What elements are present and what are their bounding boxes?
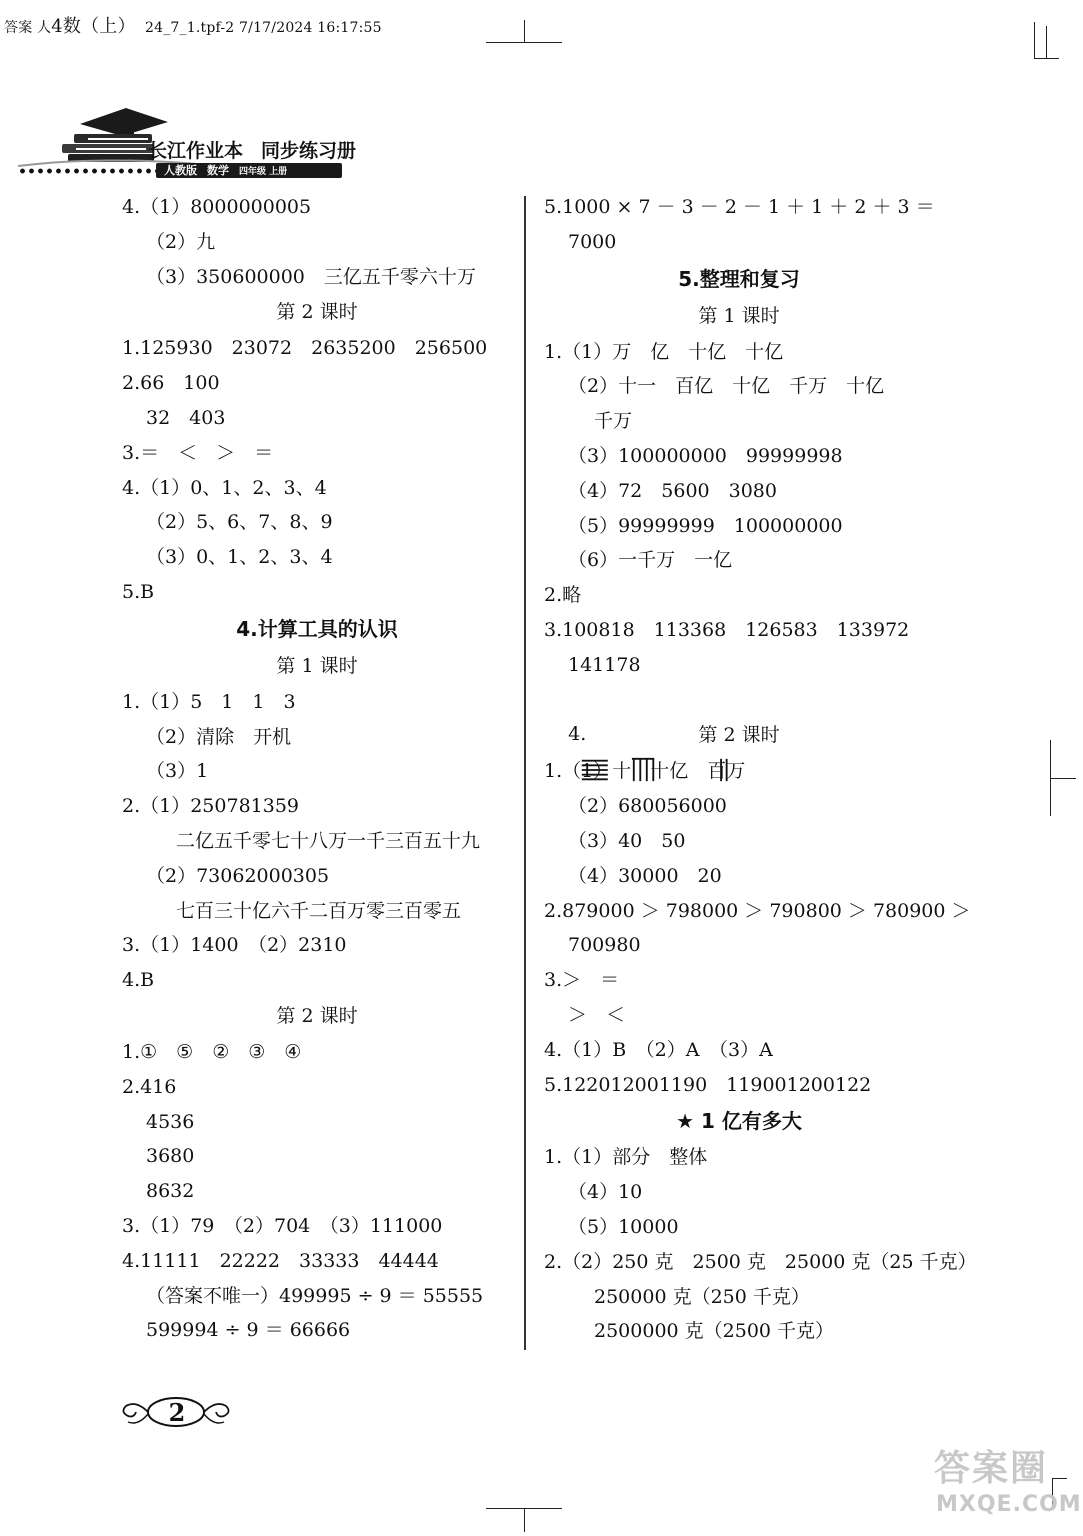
file-info-big: 4数（上） [51,16,136,37]
answer-line: 3.（1）1400 （2）2310 [122,934,347,957]
lesson-heading: 第 2 课时 [698,724,780,747]
series-title [148,136,356,163]
dotted-rule [18,166,158,176]
edition-grade: 四年级 上册 [239,167,288,177]
answer-line: 4.11111 22222 33333 44444 [122,1249,439,1272]
answer-line: 3.100818 113368 126583 133972 [544,618,910,641]
answer-line: （2）清除 开机 [146,725,292,748]
answer-line: 4.（1）0、1、2、3、4 [122,476,327,499]
answer-line: 1.125930 23072 2635200 256500 [122,337,488,360]
edition-subject: 数学 [207,164,229,177]
answer-line: 250000 克（250 千克） [594,1285,810,1308]
answer-line: 1.（1）十 十亿 百万 [544,760,746,783]
answer-line: 700980 [568,934,641,957]
answer-line: 1.（1）5 1 1 3 [122,690,296,713]
edition-publisher: 人教版 [164,164,197,177]
answer-line: （2）十一 百亿 十亿 千万 十亿 [568,375,885,398]
watermark-url: MXQE.COM [936,1492,1082,1517]
answer-line: 4.B [122,969,155,992]
file-info [4,12,382,38]
answer-line: 3.（1）79 （2）704 （3）111000 [122,1214,443,1237]
page-number: 2 [168,1398,186,1427]
answer-line: 2.66 100 [122,372,220,395]
crop-mark-top-tick [524,20,525,42]
answer-line: （2）73062000305 [146,864,330,887]
answer-number: 4. [568,723,587,746]
left-column [122,190,512,1348]
series-title-b: 同步练习册 [261,140,357,162]
answer-line: （3）0、1、2、3、4 [146,546,333,569]
counting-rods-icon [572,757,742,783]
answer-line: 5.1000 × 7 － 3 － 2 － 1 ＋ 1 ＋ 2 ＋ 3 ＝ [544,196,935,218]
answer-line: 1.（1）部分 整体 [544,1146,708,1169]
answer-line: 二亿五千零七十八万一千三百五十九 [176,829,481,852]
answer-line: （3）100000000 99999998 [568,444,843,467]
edition-band [156,163,342,178]
answer-line: 4536 [146,1110,195,1133]
section-heading: 4.计算工具的认识 [236,616,398,641]
crop-mark-bottom-tick [524,1508,525,1532]
answer-line: 1.① ⑤ ② ③ ④ [122,1040,302,1063]
answer-line: （3）40 50 [568,829,686,852]
answer-line: （2）九 [146,230,216,253]
answer-line: （4）72 5600 3080 [568,479,777,502]
column-divider [524,196,526,1350]
watermark-main: 答案圈 [934,1448,1049,1489]
answer-line: 千万 [594,410,633,433]
answer-line: （5）99999999 100000000 [568,514,843,537]
answer-line: 3.＞ ＝ [544,969,620,992]
series-title-a: 长江作业本 [148,140,244,162]
lesson-heading: 第 2 课时 [276,301,358,324]
answer-line: （答案不唯一）499995 ÷ 9 ＝ 55555 [146,1284,484,1307]
section-heading: 5.整理和复习 [678,266,800,291]
answer-line: 1.（1）万 亿 十亿 十亿 [544,340,784,363]
answer-line: 4.（1）B （2）A （3）A [544,1038,773,1061]
answer-line: （6）一千万 一亿 [568,549,733,572]
answer-line: 7000 [568,230,617,253]
answer-line: 2.略 [544,584,582,607]
section-heading: ★ 1 亿有多大 [676,1109,802,1134]
answer-line: 8632 [146,1180,195,1203]
answer-line: （3）1 [146,760,209,783]
answer-line: 3.＝ ＜ ＞ ＝ [122,441,274,464]
answer-line: 2500000 克（2500 千克） [594,1320,835,1343]
answer-line: 32 403 [146,406,226,429]
file-info-prefix: 答案 人 [4,20,52,36]
side-mark-right-tick [1050,778,1076,779]
file-info-rest: 24_7_1.tpf-2 7/17/2024 16:17:55 [145,20,382,36]
answer-line: （4）30000 20 [568,864,722,887]
answer-line: （2）5、6、7、8、9 [146,511,333,534]
lesson-heading: 第 1 课时 [698,304,780,327]
answer-line: 5.122012001190 119001200122 [544,1073,872,1096]
answer-line: 七百三十亿六千二百万零三百零五 [176,899,462,922]
watermark [930,1440,1082,1530]
answer-line: （3）350600000 三亿五千零六十万 [146,265,476,288]
lesson-heading: 第 1 课时 [276,654,358,677]
answer-line: ＞ ＜ [568,1003,626,1026]
answer-line: 3680 [146,1145,195,1168]
answer-line: 2.（1）250781359 [122,795,300,818]
answer-line: 5.B [122,580,155,603]
answer-line: 599994 ÷ 9 ＝ 66666 [146,1319,351,1342]
answer-line: 2.879000 ＞ 798000 ＞ 790800 ＞ 780900 ＞ [544,899,971,922]
answer-line: （5）10000 [568,1215,679,1238]
answer-line: （4）10 [568,1181,643,1204]
answer-line: 2.416 [122,1075,177,1098]
corner-mark-top-right-tick [1046,26,1047,58]
answer-line: （2）680056000 [568,795,727,818]
answer-line: 2.（2）250 克 2500 克 25000 克（25 千克） [544,1250,977,1273]
answer-line: 4.（1）8000000005 [122,196,312,218]
right-column [544,190,977,1349]
answer-line: 141178 [568,653,641,676]
lesson-heading: 第 2 课时 [276,1004,358,1027]
crop-mark-top [486,42,562,43]
